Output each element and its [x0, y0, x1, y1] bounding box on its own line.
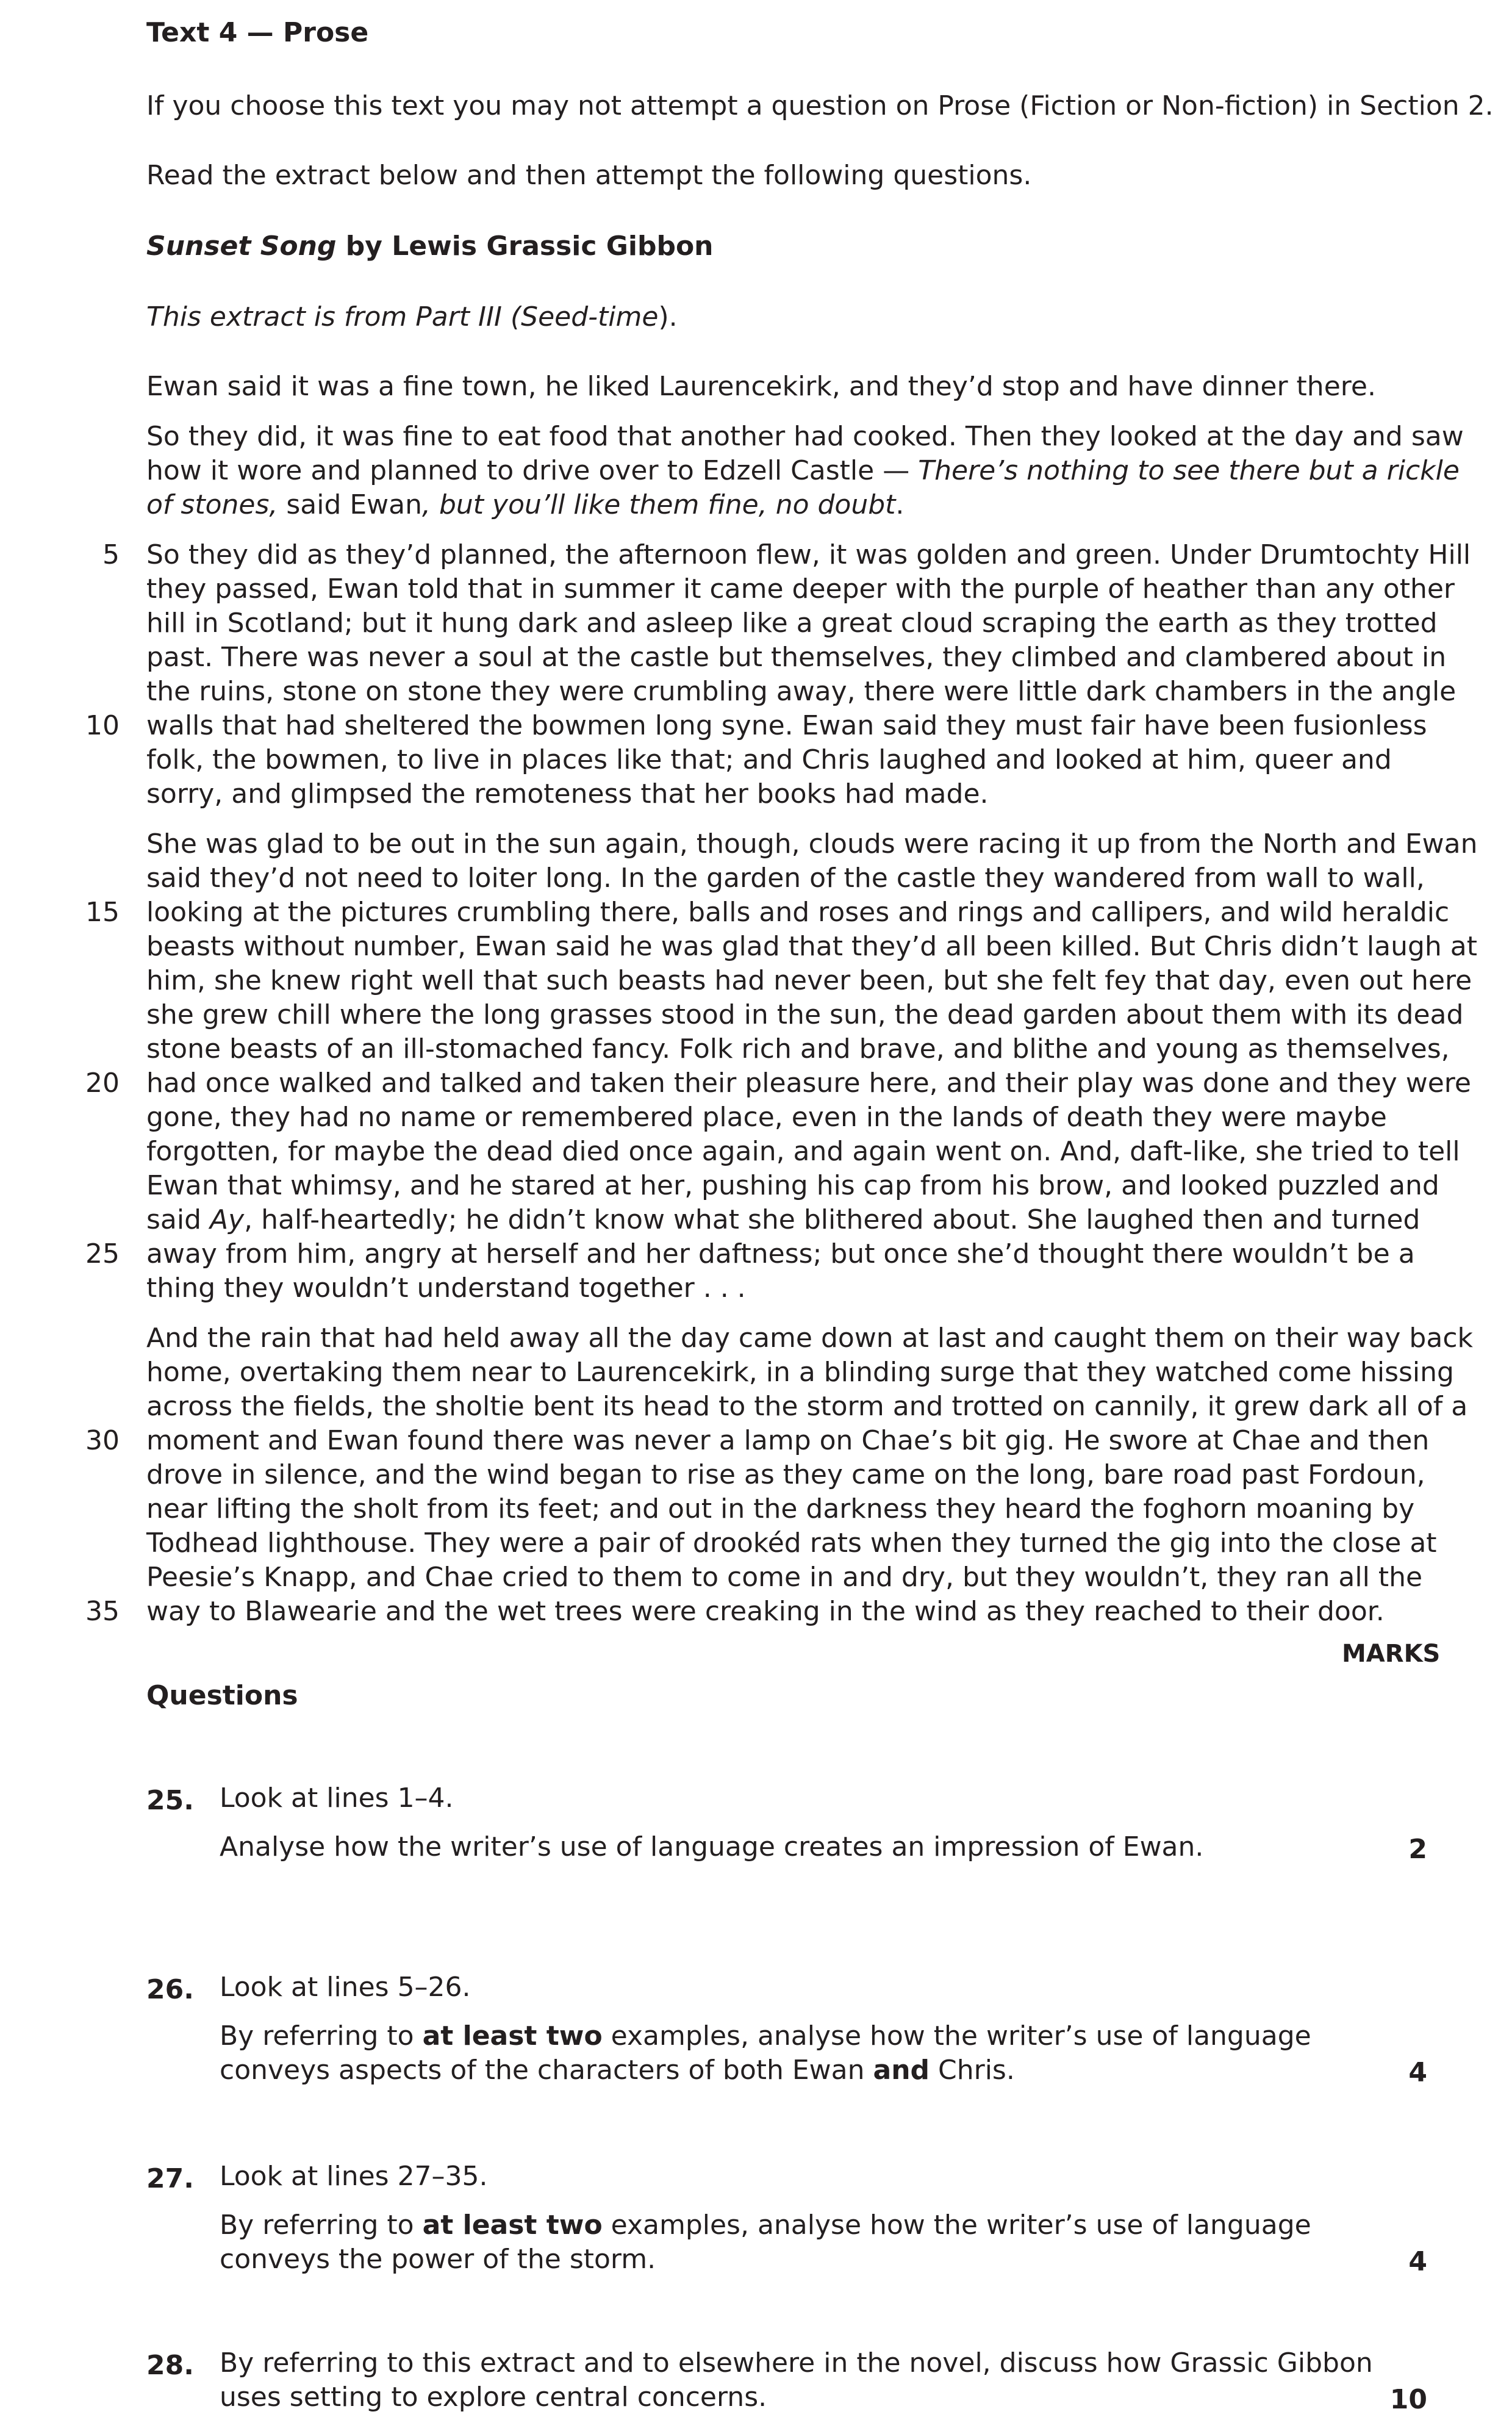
question-marks: 4 [1408, 2057, 1427, 2088]
question-number: 25. [146, 1785, 194, 1816]
passage-line: away from him, angry at herself and her daftness; but once she’d thought there wouldn’t be a [146, 1238, 1415, 1269]
passage-line: So they did, it was fine to eat food that another had cooked. Then they looked at the day and saw [146, 421, 1464, 452]
passage-line: walls that had sheltered the bowmen long syne. Ewan said they must fair have been fusionless [146, 710, 1427, 741]
passage-line: forgotten, for maybe the dead died once again, and again went on. And, daft-like, she tried to tell [146, 1136, 1460, 1167]
question-number: 26. [146, 1974, 194, 2005]
question-text: Analyse how the writer’s use of language creates an impression of Ewan. [220, 1831, 1204, 1862]
question-text: conveys aspects of the characters of both Ewan and Chris. [220, 2055, 1015, 2086]
passage-line: Peesie’s Knapp, and Chae cried to them to come in and dry, but they wouldn’t, they ran all the [146, 1562, 1423, 1593]
question-text: uses setting to explore central concerns. [220, 2382, 767, 2413]
line-number: 15 [85, 897, 120, 928]
extract-note: This extract is from Part III (Seed-time). [146, 301, 678, 332]
question-marks: 4 [1408, 2246, 1427, 2277]
question-reference: Look at lines 27–35. [220, 2161, 488, 2192]
passage-line: across the fields, the sholtie bent its head to the storm and trotted on cannily, it grew dark all of a [146, 1391, 1468, 1422]
question-number: 28. [146, 2350, 194, 2381]
line-number: 25 [85, 1238, 120, 1269]
passage-line: they passed, Ewan told that in summer it came deeper with the purple of heather than any other [146, 573, 1455, 605]
passage-line: gone, they had no name or remembered place, even in the lands of death they were maybe [146, 1102, 1387, 1133]
passage-line: sorry, and glimpsed the remoteness that her books had made. [146, 778, 989, 810]
passage-line: said they’d not need to loiter long. In the garden of the castle they wandered from wall to wall, [146, 863, 1425, 894]
author: by Lewis Grassic Gibbon [336, 231, 714, 262]
novel-title: Sunset Song [146, 231, 337, 262]
passage-line: way to Blawearie and the wet trees were creaking in the wind as they reached to their door. [146, 1596, 1385, 1627]
passage-line: thing they wouldn’t understand together . . . [146, 1273, 746, 1304]
passage-line: had once walked and talked and taken their pleasure here, and their play was done and they were [146, 1068, 1471, 1099]
line-number: 20 [85, 1068, 120, 1099]
passage-line: Todhead lighthouse. They were a pair of drookéd rats when they turned the gig into the close at [146, 1528, 1437, 1559]
question-text: By referring to at least two examples, analyse how the writer’s use of language [220, 2210, 1311, 2241]
question-marks: 10 [1389, 2384, 1427, 2415]
passage-line: how it wore and planned to drive over to Edzell Castle — There’s nothing to see there but a rickle [146, 455, 1460, 486]
passage-line: him, she knew right well that such beasts had never been, but she felt fey that day, even out here [146, 965, 1472, 996]
passage-line: stone beasts of an ill-stomached fancy. Folk rich and brave, and blithe and young as themselves, [146, 1033, 1450, 1065]
line-number: 30 [85, 1425, 120, 1456]
passage-line: Ewan that whimsy, and he stared at her, pushing his cap from his brow, and looked puzzled and [146, 1170, 1439, 1201]
passage-line: And the rain that had held away all the day came down at last and caught them on their way back [146, 1323, 1473, 1354]
question-text: conveys the power of the storm. [220, 2244, 656, 2275]
instruction-choose: If you choose this text you may not attempt a question on Prose (Fiction or Non-fiction) in Section 2. [146, 90, 1494, 121]
question-number: 27. [146, 2163, 194, 2194]
line-number: 35 [85, 1596, 120, 1627]
passage-line: near lifting the sholt from its feet; and out in the darkness they heard the foghorn moaning by [146, 1493, 1415, 1524]
instruction-read: Read the extract below and then attempt the following questions. [146, 160, 1032, 191]
question-reference: Look at lines 5–26. [220, 1972, 471, 2003]
question-text: By referring to at least two examples, analyse how the writer’s use of language [220, 2020, 1311, 2052]
questions-heading: Questions [146, 1680, 298, 1711]
passage-line: moment and Ewan found there was never a lamp on Chae’s bit gig. He swore at Chae and then [146, 1425, 1430, 1456]
passage-line: So they did as they’d planned, the afternoon flew, it was golden and green. Under Drumtochty Hill [146, 539, 1471, 570]
passage-line: the ruins, stone on stone they were crumbling away, there were little dark chambers in the angle [146, 676, 1456, 707]
question-marks: 2 [1408, 1834, 1427, 1865]
passage-line: folk, the bowmen, to live in places like that; and Chris laughed and looked at him, queer and [146, 744, 1392, 775]
passage-line: looking at the pictures crumbling there, balls and roses and rings and callipers, and wild heraldic [146, 897, 1450, 928]
passage-line: Ewan said it was a fine town, he liked Laurencekirk, and they’d stop and have dinner there. [146, 371, 1376, 402]
passage-line: beasts without number, Ewan said he was glad that they’d all been killed. But Chris didn’t laugh at [146, 931, 1478, 962]
line-number: 5 [102, 539, 120, 570]
section-heading: Text 4 — Prose [146, 17, 369, 48]
passage-line: of stones, said Ewan, but you’ll like them fine, no doubt. [146, 489, 905, 520]
passage-line: said Ay, half-heartedly; he didn’t know what she blithered about. She laughed then and turned [146, 1204, 1421, 1235]
line-number: 10 [85, 710, 120, 741]
passage-line: past. There was never a soul at the castle but themselves, they climbed and clambered about in [146, 642, 1447, 673]
text-title [146, 231, 714, 262]
passage-line: She was glad to be out in the sun again, though, clouds were racing it up from the North and Ewan [146, 828, 1478, 860]
marks-heading: MARKS [1342, 1640, 1441, 1668]
question-reference: Look at lines 1–4. [220, 1783, 454, 1814]
passage-line: hill in Scotland; but it hung dark and asleep like a great cloud scraping the earth as they trotted [146, 608, 1438, 639]
passage-line: she grew chill where the long grasses stood in the sun, the dead garden about them with its dead [146, 999, 1464, 1030]
passage-line: home, overtaking them near to Laurencekirk, in a blinding surge that they watched come hissing [146, 1357, 1454, 1388]
passage-line: drove in silence, and the wind began to rise as they came on the long, bare road past Fordoun, [146, 1459, 1425, 1490]
question-text: By referring to this extract and to elsewhere in the novel, discuss how Grassic Gibbon [220, 2347, 1373, 2379]
